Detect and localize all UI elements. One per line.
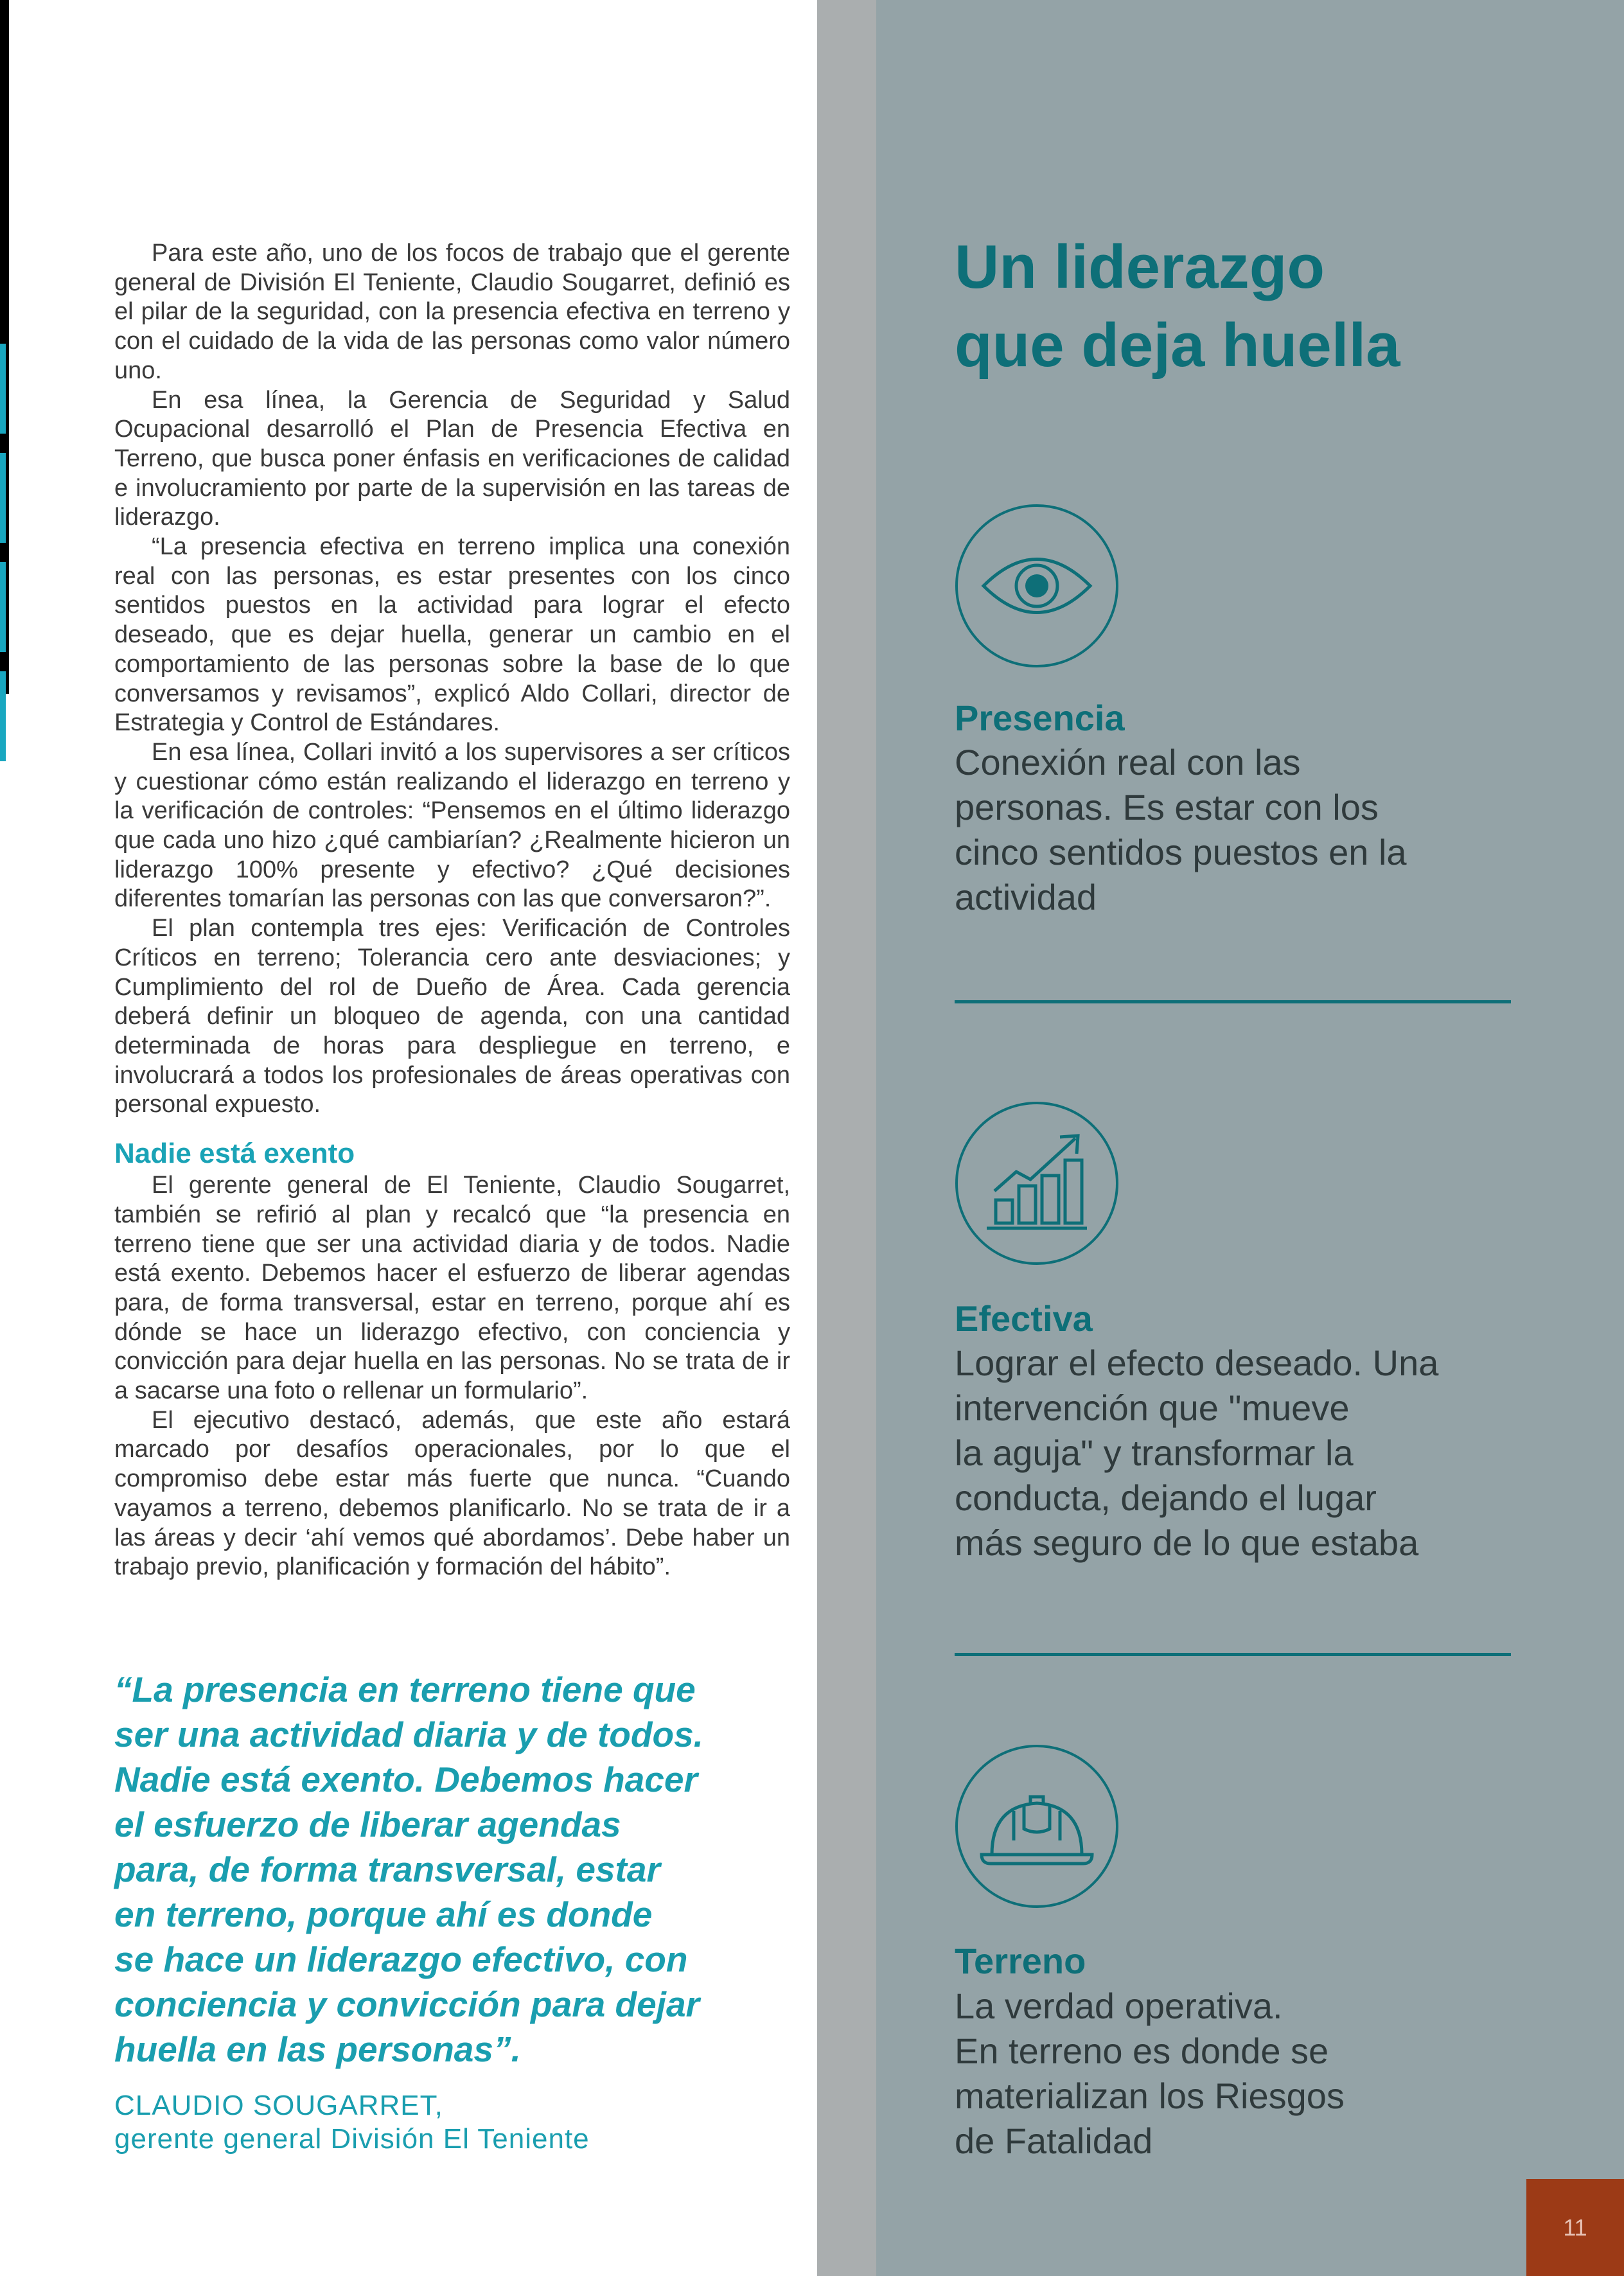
feature-line: materializan los Riesgos xyxy=(955,2076,1345,2116)
feature-divider xyxy=(955,1653,1511,1656)
article-paragraph: En esa línea, la Gerencia de Seguridad y Salud Ocupacional desarrolló el Plan de Presencia Efectiva en Terreno, que busca poner énfasis en verificaciones de calidad e involucramiento por parte de la supervisión en las tareas de liderazgo. xyxy=(114,386,790,531)
feature-description xyxy=(955,740,1407,920)
article-paragraph: “La presencia efectiva en terreno implica una conexión real con las personas, es estar presentes con los cinco sentidos puestos en la actividad para lograr el efecto deseado, que es dejar huella, generar un cambio en el comportamiento de las personas sobre la base de lo que conversamos y revisamos”, explicó Aldo Collari, director de Estrategia y Control de Estándares. xyxy=(114,533,790,737)
quote-attribution xyxy=(114,2089,590,2156)
article-paragraph: El gerente general de El Teniente, Claudio Sougarret, también se refirió al plan y recalcó que “la presencia en terreno tiene que ser una actividad diaria y de todos. Nadie está exento. Debemos hacer el esfuerzo de liberar agendas para, de forma transversal, estar en terreno, porque ahí es dónde se hace un liderazgo efectivo, con conciencia y convicción para dejar huella en las personas. No se trata de ir a sacarse una foto o rellenar un formulario”. xyxy=(114,1172,790,1405)
pull-quote xyxy=(114,1667,795,2072)
feature-line: la aguja" y transformar la xyxy=(955,1433,1354,1473)
quote-line: ser una actividad diaria y de todos. xyxy=(114,1715,703,1754)
feature-line: intervención que "mueve xyxy=(955,1388,1350,1428)
article-paragraph: Para este año, uno de los focos de trabajo que el gerente general de División El Teniente, Claudio Sougarret, definió es el pilar de la seguridad, con la presencia efectiva en terreno y con el cuidado de la vida de las personas como valor número uno. xyxy=(114,240,790,384)
feature-line: personas. Es estar con los xyxy=(955,787,1379,827)
quote-line: “La presencia en terreno tiene que xyxy=(114,1670,696,1709)
article-subheading: Nadie está exento xyxy=(114,1138,355,1170)
eye-icon xyxy=(955,504,1119,668)
quote-line: huella en las personas”. xyxy=(114,2029,521,2069)
quote-line: para, de forma transversal, estar xyxy=(114,1849,660,1889)
feature-description xyxy=(955,1341,1438,1566)
quote-line: se hace un liderazgo efectivo, con xyxy=(114,1939,688,1979)
article-body xyxy=(114,239,790,1582)
feature-line: En terreno es donde se xyxy=(955,2031,1329,2071)
page-number: 11 xyxy=(1526,2179,1624,2276)
growth-chart-icon xyxy=(955,1101,1119,1266)
feature-line: Lograr el efecto deseado. Una xyxy=(955,1343,1439,1383)
quote-author: CLAUDIO SOUGARRET, xyxy=(114,2090,443,2121)
edge-bar-top xyxy=(0,0,9,206)
feature-line: Conexión real con las xyxy=(955,742,1301,782)
article-paragraph: El ejecutivo destacó, además, que este año estará marcado por desafíos operacionales, por lo que el compromiso debe estar más fuerte que nunca. “Cuando vayamos a terreno, debemos planificarlo. No se trata de ir a las áreas y decir ‘ahí vemos qué abordamos’. Debe haber un trabajo previo, planificación y formación del hábito”. xyxy=(114,1406,790,1581)
panel-title-line: Un liderazgo xyxy=(955,233,1325,301)
edge-tab xyxy=(0,453,6,543)
feature-title: Efectiva xyxy=(955,1298,1093,1339)
feature-description xyxy=(955,1984,1345,2164)
edge-tab xyxy=(0,344,6,434)
quote-line: Nadie está exento. Debemos hacer xyxy=(114,1760,698,1799)
feature-divider xyxy=(955,1000,1511,1003)
feature-line: cinco sentidos puestos en la xyxy=(955,832,1407,872)
feature-line: conducta, dejando el lugar xyxy=(955,1478,1377,1518)
feature-line: de Fatalidad xyxy=(955,2121,1153,2161)
feature-line: La verdad operativa. xyxy=(955,1986,1283,2026)
panel-title-line: que deja huella xyxy=(955,311,1400,380)
panel-title xyxy=(955,228,1400,385)
panel-gutter xyxy=(817,0,876,2276)
feature-line: actividad xyxy=(955,877,1097,917)
quote-line: el esfuerzo de liberar agendas xyxy=(114,1804,621,1844)
feature-line: más seguro de lo que estaba xyxy=(955,1522,1419,1563)
feature-title: Terreno xyxy=(955,1941,1086,1981)
edge-tab xyxy=(0,671,6,761)
article-paragraph: El plan contempla tres ejes: Verificación de Controles Críticos en terreno; Tolerancia cero ante desviaciones; y Cumplimiento del rol de Dueño de Área. Cada gerencia deberá definir un bloqueo de agenda, con una cantidad determinada de horas para despliegue en terreno, e involucrará a todos los profesionales de áreas operativas con personal expuesto. xyxy=(114,915,790,1118)
quote-line: conciencia y convicción para dejar xyxy=(114,1984,700,2024)
edge-tab xyxy=(0,562,6,652)
quote-line: en terreno, porque ahí es donde xyxy=(114,1894,653,1934)
article-paragraph: En esa línea, Collari invitó a los supervisores a ser críticos y cuestionar cómo están realizando el liderazgo en terreno y la verificación de controles: “Pensemos en el último liderazgo que cada uno hizo ¿qué cambiarían? ¿Realmente hicieron un liderazgo 100% presente y efectivo? ¿Qué decisiones diferentes tomarían las personas con las que conversaron?”. xyxy=(114,738,790,913)
quote-author-role: gerente general División El Teniente xyxy=(114,2123,590,2155)
hard-hat-icon xyxy=(955,1744,1119,1909)
feature-title: Presencia xyxy=(955,698,1125,738)
